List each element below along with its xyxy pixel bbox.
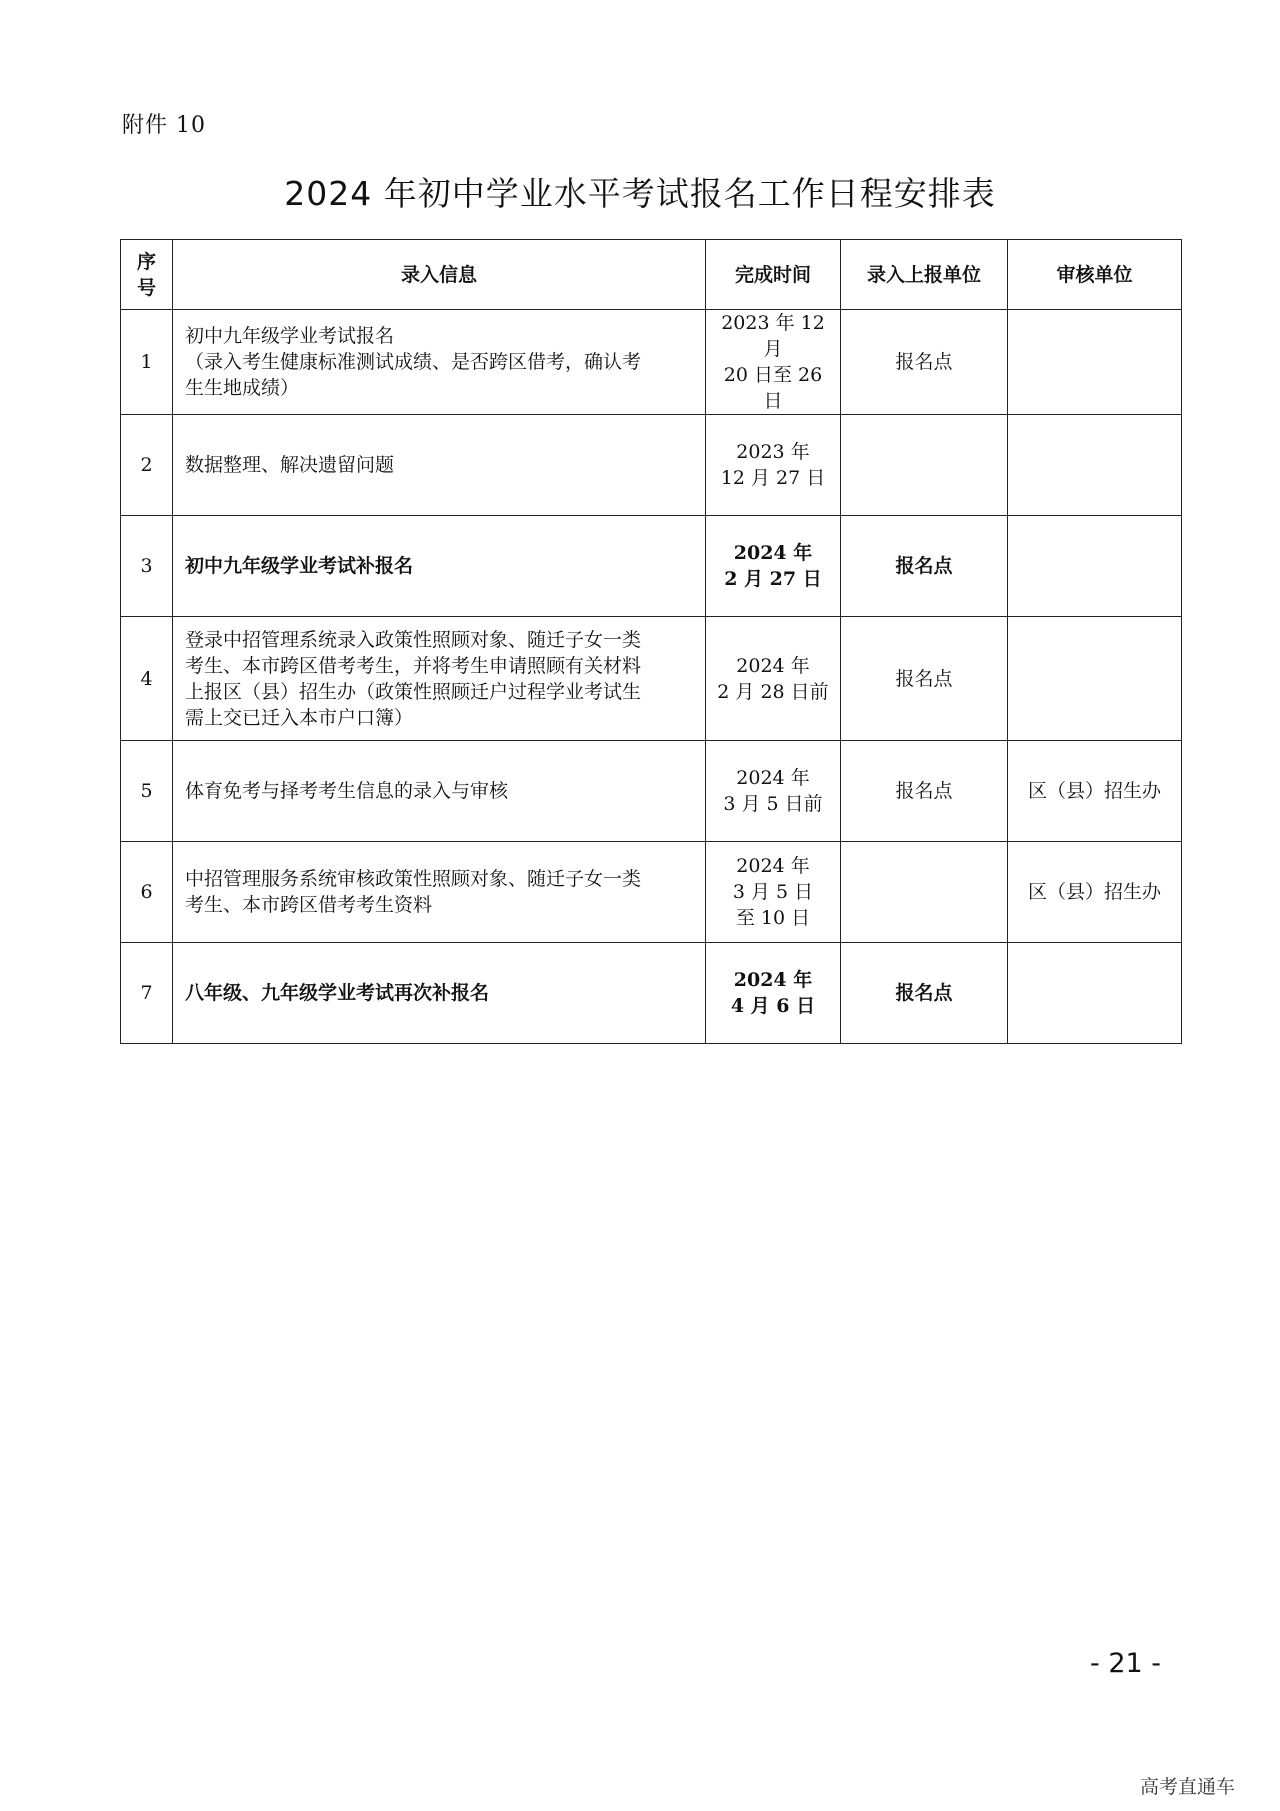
cell-time-line: 3 月 5 日 — [732, 881, 814, 903]
column-header-info: 录入信息 — [173, 240, 706, 310]
cell-info-line: （录入考生健康标准测试成绩、是否跨区借考，确认考 — [185, 351, 642, 373]
cell-info-line: 考生、本市跨区借考考生，并将考生申请照顾有关材料 — [185, 654, 642, 677]
cell-time-line: 2024 年 — [736, 654, 810, 677]
cell-seq: 4 — [121, 617, 173, 741]
cell-time — [706, 842, 841, 943]
cell-unit: 报名点 — [841, 741, 1008, 842]
cell-seq: 6 — [121, 842, 173, 943]
cell-seq: 1 — [121, 310, 173, 415]
cell-unit: 报名点 — [841, 516, 1008, 617]
cell-review — [1008, 617, 1182, 741]
cell-info-line: 考生、本市跨区借考考生资料 — [185, 894, 433, 916]
cell-time — [706, 415, 841, 516]
cell-time-line: 2024 年 — [733, 542, 813, 564]
column-header-time: 完成时间 — [706, 240, 841, 310]
cell-time-line: 2023 年 12 月 — [721, 312, 825, 360]
table-row — [121, 310, 1182, 415]
cell-time-line: 2 月 28 日前 — [717, 680, 829, 703]
cell-seq: 7 — [121, 943, 173, 1044]
cell-info — [173, 310, 706, 415]
table-header-row — [121, 240, 1182, 310]
cell-info-line: 上报区（县）招生办（政策性照顾迁户过程学业考试生 — [185, 680, 642, 703]
cell-unit: 报名点 — [841, 943, 1008, 1044]
table-row — [121, 516, 1182, 617]
cell-time-line: 至 10 日 — [735, 907, 811, 929]
cell-review — [1008, 310, 1182, 415]
column-header-unit: 录入上报单位 — [841, 240, 1008, 310]
cell-time-line: 12 月 27 日 — [720, 467, 826, 489]
cell-review: 区（县）招生办 — [1008, 741, 1182, 842]
cell-info-line: 数据整理、解决遗留问题 — [185, 454, 395, 476]
page-title: 2024 年初中学业水平考试报名工作日程安排表 — [284, 174, 996, 213]
cell-info-line: 体育免考与择考考生信息的录入与审核 — [185, 780, 509, 802]
cell-info-line: 登录中招管理系统录入政策性照顾对象、随迁子女一类 — [185, 628, 642, 651]
cell-info-line: 初中九年级学业考试报名 — [185, 325, 395, 347]
cell-info — [173, 617, 706, 741]
cell-info — [173, 842, 706, 943]
cell-time-line: 2024 年 — [736, 855, 810, 877]
cell-time — [706, 943, 841, 1044]
attachment-label: 附件 10 — [122, 113, 206, 138]
cell-info-line: 中招管理服务系统审核政策性照顾对象、随迁子女一类 — [185, 868, 642, 890]
cell-unit — [841, 842, 1008, 943]
column-header-seq-line2: 号 — [136, 276, 156, 299]
cell-time-line: 4 月 6 日 — [730, 995, 816, 1017]
cell-info-line: 需上交已迁入本市户口簿） — [185, 706, 414, 729]
cell-info — [173, 741, 706, 842]
cell-review — [1008, 415, 1182, 516]
schedule-table — [120, 239, 1182, 1044]
cell-info — [173, 415, 706, 516]
cell-time-line: 3 月 5 日前 — [723, 793, 823, 815]
cell-seq: 5 — [121, 741, 173, 842]
cell-info — [173, 943, 706, 1044]
cell-time — [706, 516, 841, 617]
cell-time — [706, 741, 841, 842]
cell-info-line: 生生地成绩） — [185, 377, 300, 399]
table-row — [121, 617, 1182, 741]
cell-time — [706, 617, 841, 741]
column-header-seq-line1: 序 — [136, 250, 156, 273]
cell-review — [1008, 516, 1182, 617]
cell-time-line: 2024 年 — [736, 767, 810, 789]
watermark-text: 高考直通车 — [1140, 1776, 1236, 1798]
page-number: - 21 - — [1090, 1648, 1162, 1679]
table-row — [121, 943, 1182, 1044]
cell-time — [706, 310, 841, 415]
table-row — [121, 842, 1182, 943]
column-header-seq — [121, 240, 173, 310]
cell-unit: 报名点 — [841, 310, 1008, 415]
cell-unit: 报名点 — [841, 617, 1008, 741]
cell-time-line: 2024 年 — [733, 969, 813, 991]
cell-review: 区（县）招生办 — [1008, 842, 1182, 943]
cell-time-line: 2023 年 — [736, 441, 810, 463]
table-row — [121, 741, 1182, 842]
cell-info-line: 八年级、九年级学业考试再次补报名 — [185, 982, 490, 1004]
cell-seq: 2 — [121, 415, 173, 516]
cell-info-line: 初中九年级学业考试补报名 — [185, 555, 414, 577]
column-header-review: 审核单位 — [1008, 240, 1182, 310]
cell-time-line: 20 日至 26 日 — [723, 364, 823, 412]
table-row — [121, 415, 1182, 516]
cell-seq: 3 — [121, 516, 173, 617]
cell-time-line: 2 月 27 日 — [724, 568, 822, 590]
cell-info — [173, 516, 706, 617]
cell-unit — [841, 415, 1008, 516]
cell-review — [1008, 943, 1182, 1044]
